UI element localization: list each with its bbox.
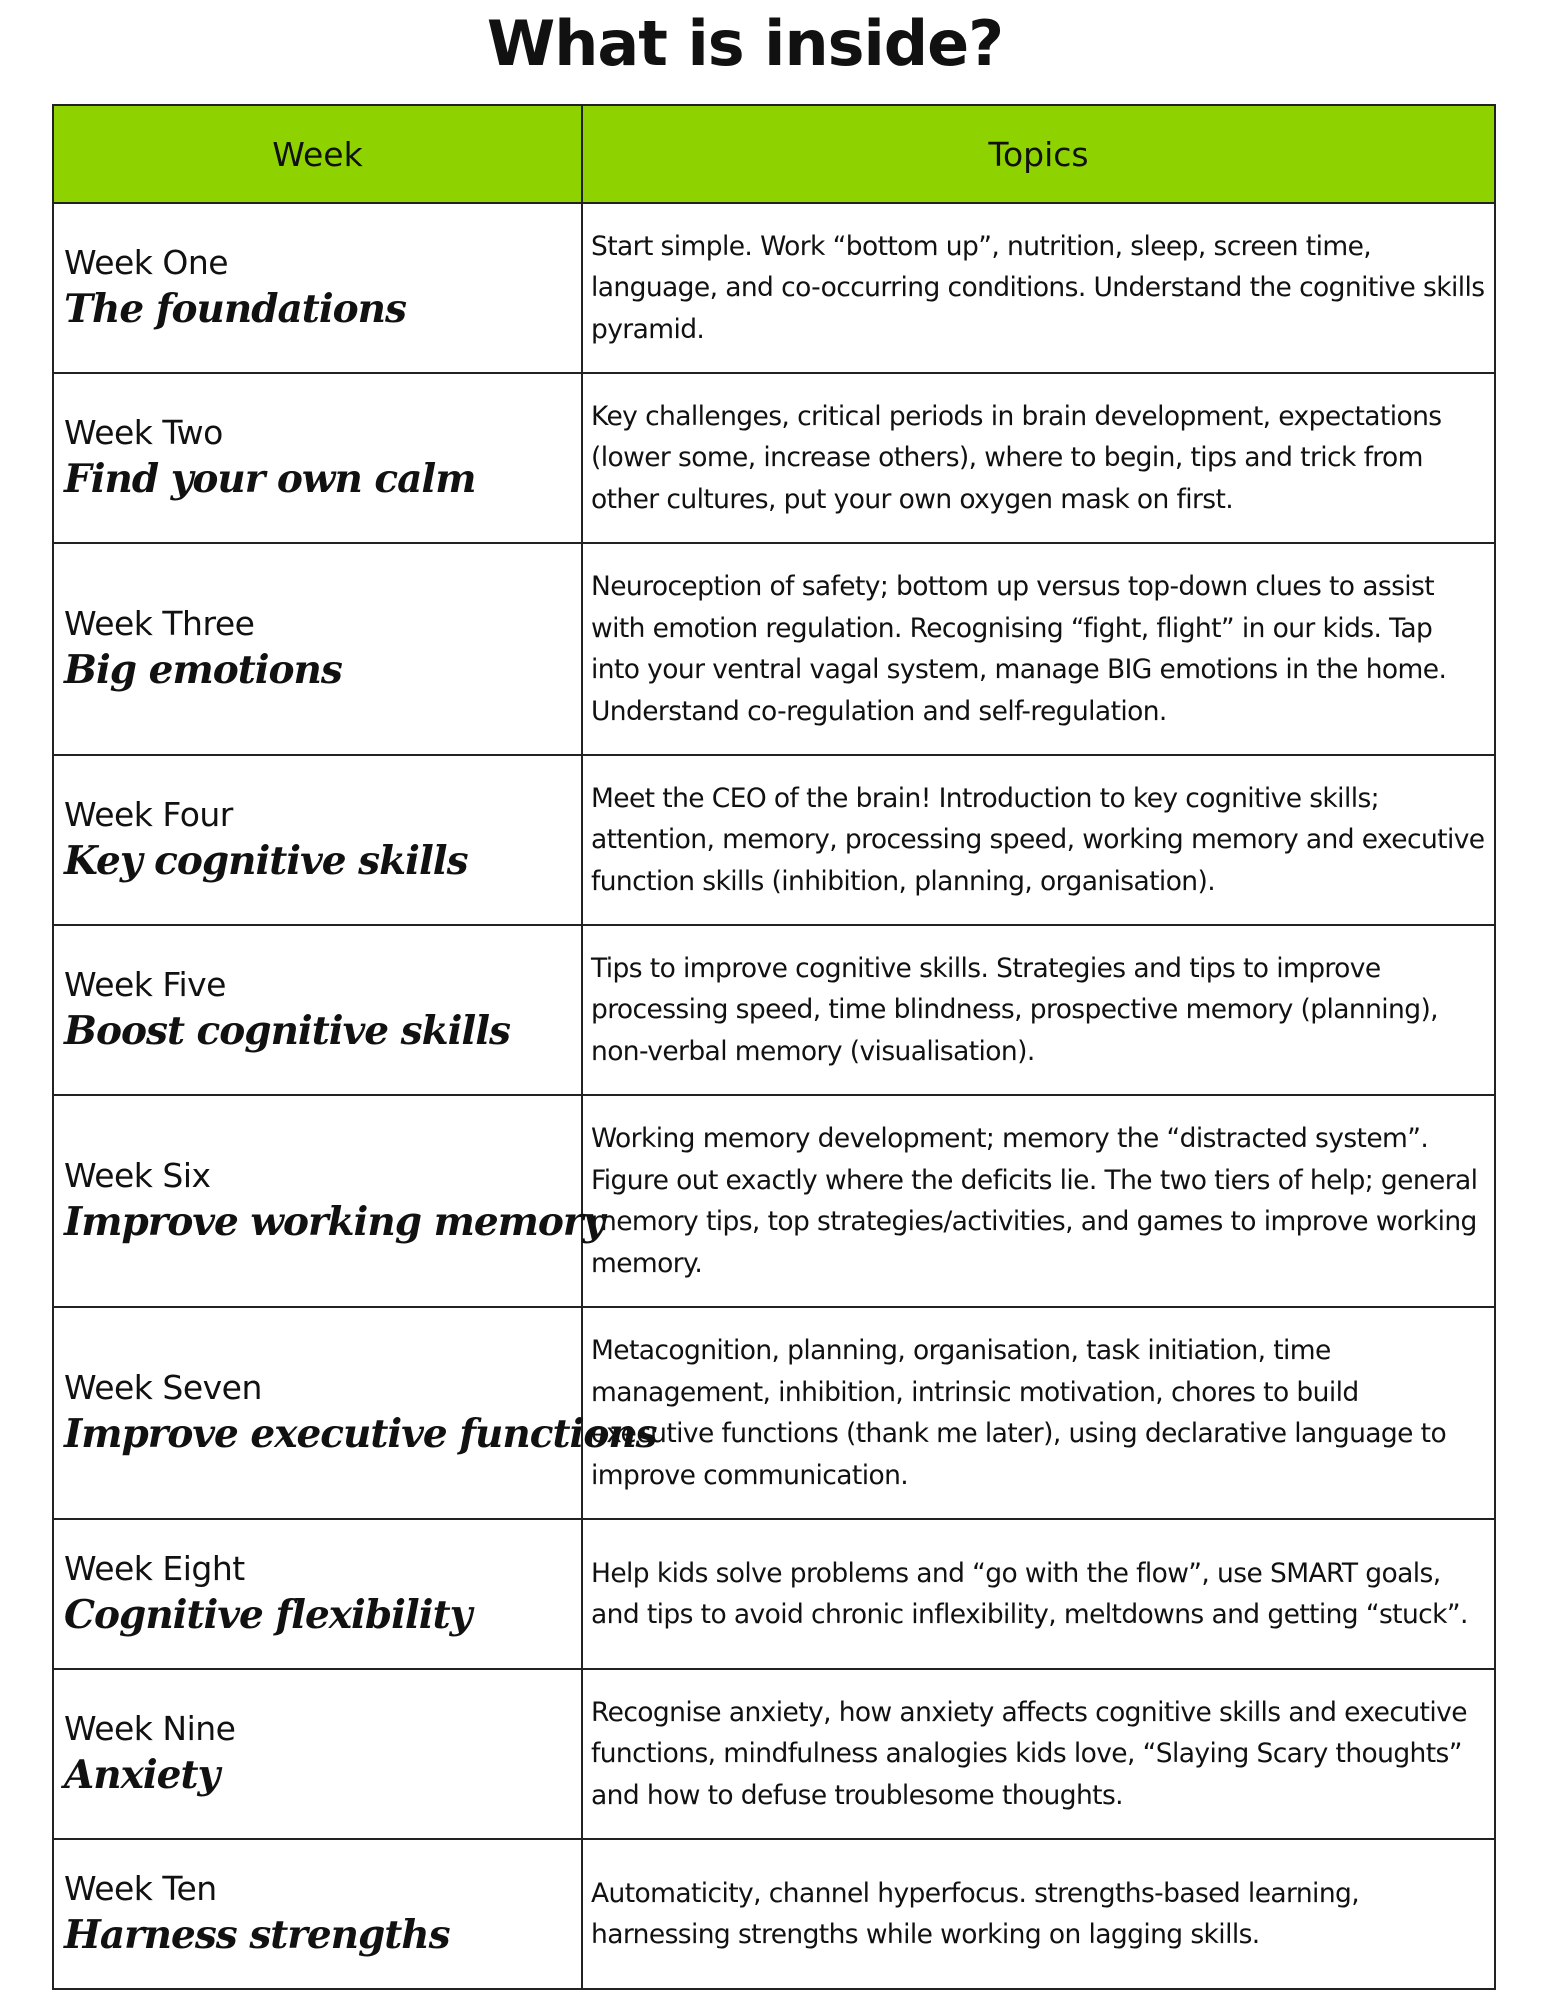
table-row: [53, 1307, 1495, 1519]
topics-cell: Neuroception of safety; bottom up versus top-down clues to assist with emotion regulation. Recognising “fight, flight” in our kids. Tap into your ventral vagal system, manage BIG emotions in the home. Understand co-regulation and self-regulation.: [582, 543, 1495, 755]
week-theme: Improve working memory: [64, 1199, 605, 1245]
table-header-row: [53, 105, 1495, 203]
week-cell: [53, 1307, 657, 1519]
topics-cell: Metacognition, planning, organisation, task initiation, time management, inhibition, intrinsic motivation, chores to build executive functions (thank me later), using declarative language to improve communication.: [582, 1307, 1495, 1519]
table-row: [53, 203, 1495, 373]
page-title: What is inside?: [486, 7, 1004, 80]
week-label: Week Five: [64, 965, 226, 1004]
table-row: [53, 1669, 1495, 1839]
week-theme: Improve executive functions: [64, 1411, 657, 1457]
table-row: [53, 1519, 1495, 1669]
topics-cell: Key challenges, critical periods in brain development, expectations (lower some, increase others), where to begin, tips and trick from other cultures, put your own oxygen mask on first.: [582, 373, 1495, 543]
week-cell: [53, 373, 582, 543]
week-label: Week Nine: [64, 1709, 236, 1748]
week-theme: Anxiety: [64, 1752, 220, 1798]
week-cell: [53, 755, 582, 925]
syllabus-table: [52, 104, 1496, 1990]
week-label: Week Four: [64, 795, 233, 834]
table-row: [53, 1095, 1495, 1307]
week-label: Week Eight: [64, 1549, 245, 1588]
week-cell: [53, 925, 582, 1095]
week-theme: Cognitive flexibility: [64, 1592, 472, 1638]
topics-cell: Start simple. Work “bottom up”, nutrition, sleep, screen time, language, and co-occurring conditions. Understand the cognitive skills pyramid.: [582, 203, 1495, 373]
week-cell: [53, 1095, 605, 1307]
week-label: Week Three: [64, 604, 255, 643]
week-theme: Boost cognitive skills: [64, 1008, 510, 1054]
topics-cell: Tips to improve cognitive skills. Strategies and tips to improve processing speed, time blindness, prospective memory (planning), non-verbal memory (visualisation).: [582, 925, 1495, 1095]
week-label: Week Six: [64, 1156, 211, 1195]
table-row: [53, 755, 1495, 925]
week-label: Week Two: [64, 413, 223, 452]
table-row: [53, 925, 1495, 1095]
table-row: [53, 1839, 1495, 1989]
table-row: [53, 543, 1495, 755]
week-theme: The foundations: [64, 286, 406, 332]
topics-cell: Automaticity, channel hyperfocus. strengths-based learning, harnessing strengths while working on lagging skills.: [582, 1839, 1495, 1989]
column-header-topics: Topics: [582, 105, 1495, 203]
week-cell: [53, 543, 582, 755]
week-theme: Key cognitive skills: [64, 838, 468, 884]
topics-cell: Help kids solve problems and “go with the flow”, use SMART goals, and tips to avoid chronic inflexibility, meltdowns and getting “stuck”.: [582, 1519, 1495, 1669]
week-label: Week One: [64, 243, 229, 282]
week-theme: Harness strengths: [64, 1912, 450, 1958]
week-label: Week Seven: [64, 1368, 262, 1407]
topics-cell: Working memory development; memory the “distracted system”. Figure out exactly where the deficits lie. The two tiers of help; general memory tips, top strategies/activities, and games to improve working memory.: [582, 1095, 1495, 1307]
week-theme: Find your own calm: [64, 456, 476, 502]
week-theme: Big emotions: [64, 647, 342, 693]
week-label: Week Ten: [64, 1869, 217, 1908]
column-header-week: Week: [53, 105, 582, 203]
topics-cell: Meet the CEO of the brain! Introduction to key cognitive skills; attention, memory, processing speed, working memory and executive function skills (inhibition, planning, organisation).: [582, 755, 1495, 925]
week-cell: [53, 1669, 582, 1839]
week-cell: [53, 203, 582, 373]
table-row: [53, 373, 1495, 543]
week-cell: [53, 1839, 582, 1989]
topics-cell: Recognise anxiety, how anxiety affects cognitive skills and executive functions, mindfulness analogies kids love, “Slaying Scary thoughts” and how to defuse troublesome thoughts.: [582, 1669, 1495, 1839]
week-cell: [53, 1519, 582, 1669]
